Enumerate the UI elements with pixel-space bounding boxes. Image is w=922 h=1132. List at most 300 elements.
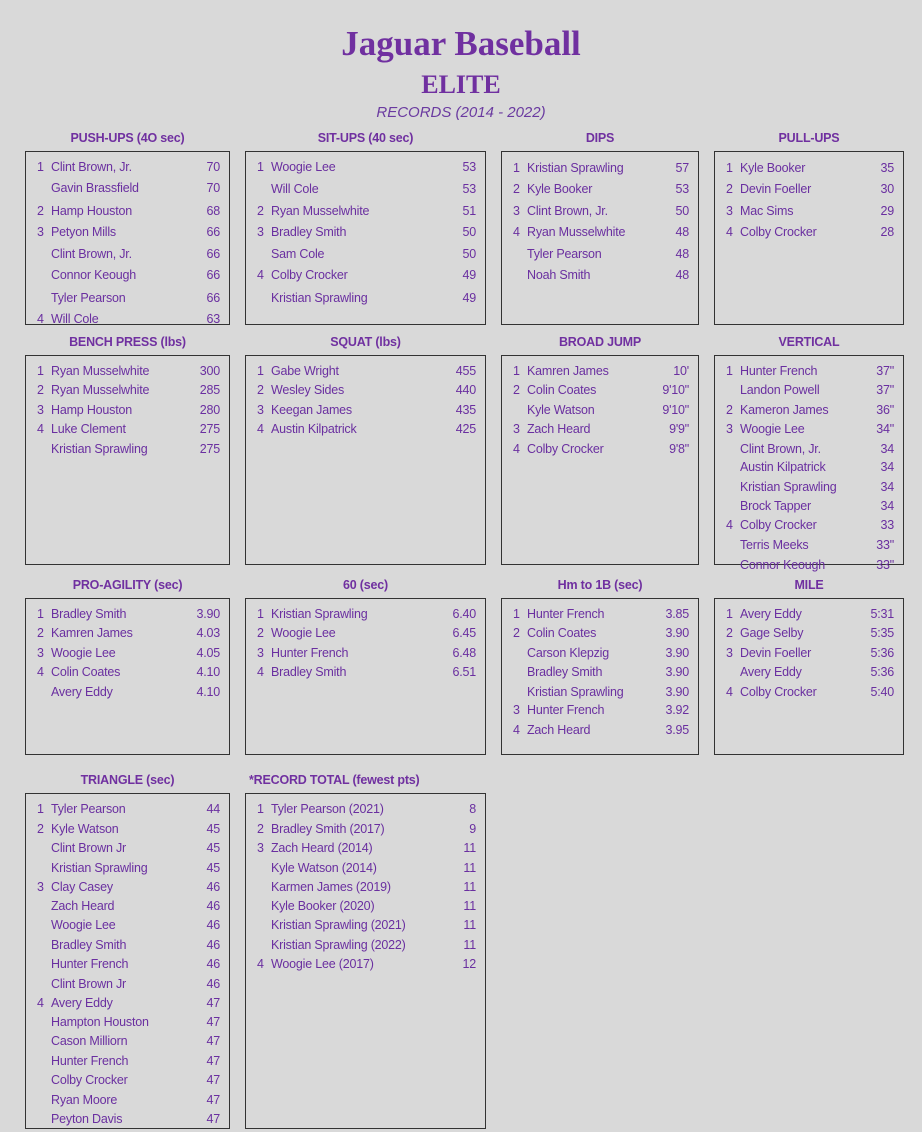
athlete-name: Hamp Houston xyxy=(51,403,132,417)
record-rank: 2 xyxy=(257,383,264,397)
record-rank: 4 xyxy=(513,225,520,239)
athlete-name: Bradley Smith (2017) xyxy=(271,822,385,836)
record-row xyxy=(25,802,230,820)
record-rank: 4 xyxy=(257,665,264,679)
athlete-name: Kyle Watson xyxy=(51,822,119,836)
record-rank: 4 xyxy=(257,957,264,971)
record-rank: 2 xyxy=(726,403,733,417)
athlete-name: Clint Brown, Jr. xyxy=(740,442,821,456)
record-row xyxy=(714,460,904,478)
athlete-name: Cason Milliorn xyxy=(51,1034,128,1048)
record-row xyxy=(245,646,486,664)
record-row xyxy=(25,1112,230,1130)
athlete-name: Hunter French xyxy=(51,957,129,971)
record-row xyxy=(25,918,230,936)
record-row xyxy=(501,723,699,741)
athlete-name: Devin Foeller xyxy=(740,646,812,660)
athlete-name: Connor Keough xyxy=(51,268,136,282)
record-value: 36" xyxy=(876,403,894,417)
page-title: Jaguar Baseball xyxy=(341,24,581,63)
record-rank: 1 xyxy=(513,364,520,378)
record-row xyxy=(501,403,699,421)
record-rank: 3 xyxy=(257,403,264,417)
record-row xyxy=(25,247,230,265)
athlete-name: Carson Klepzig xyxy=(527,646,609,660)
record-value: 5:35 xyxy=(870,626,894,640)
record-value: 9'8" xyxy=(669,442,689,456)
record-row xyxy=(245,841,486,859)
record-row xyxy=(714,499,904,517)
record-value: 47 xyxy=(206,1093,220,1107)
athlete-name: Bradley Smith xyxy=(51,938,127,952)
record-row xyxy=(714,685,904,703)
record-section xyxy=(25,773,230,1129)
athlete-name: Kyle Booker xyxy=(527,182,593,196)
record-rank: 3 xyxy=(37,225,44,239)
record-rank: 1 xyxy=(37,607,44,621)
athlete-name: Clint Brown, Jr. xyxy=(527,204,608,218)
athlete-name: Avery Eddy xyxy=(740,665,802,679)
record-value: 11 xyxy=(463,880,476,894)
record-value: 45 xyxy=(206,841,220,855)
record-row xyxy=(245,822,486,840)
record-value: 46 xyxy=(206,957,220,971)
record-row xyxy=(245,880,486,898)
athlete-name: Wesley Sides xyxy=(271,383,345,397)
athlete-name: Colby Crocker xyxy=(527,442,604,456)
record-value: 29 xyxy=(880,204,894,218)
record-value: 35 xyxy=(880,161,894,175)
record-value: 9 xyxy=(469,822,476,836)
athlete-name: Hunter French xyxy=(527,607,605,621)
record-rank: 1 xyxy=(37,160,44,174)
record-row xyxy=(501,182,699,200)
record-value: 49 xyxy=(462,268,476,282)
record-value: 51 xyxy=(462,204,476,218)
record-value: 50 xyxy=(462,225,476,239)
athlete-name: Tyler Pearson xyxy=(51,802,126,816)
athlete-name: Kristian Sprawling (2022) xyxy=(271,938,406,952)
record-row xyxy=(245,802,486,820)
athlete-name: Hunter French xyxy=(527,703,605,717)
record-rank: 3 xyxy=(37,646,44,660)
section-title: Hm to 1B (sec) xyxy=(557,578,643,592)
athlete-name: Hunter French xyxy=(51,1054,129,1068)
record-value: 275 xyxy=(199,442,220,456)
record-value: 47 xyxy=(206,1015,220,1029)
section-title: BROAD JUMP xyxy=(558,335,642,349)
athlete-name: Colby Crocker xyxy=(740,685,817,699)
record-rank: 2 xyxy=(513,383,520,397)
record-row xyxy=(714,626,904,644)
athlete-name: Hunter French xyxy=(271,646,349,660)
record-section xyxy=(714,578,904,755)
record-value: 3.95 xyxy=(665,723,689,737)
record-value: 30 xyxy=(880,182,894,196)
record-value: 6.45 xyxy=(452,626,476,640)
athlete-name: Woogie Lee xyxy=(51,918,116,932)
athlete-name: Connor Keough xyxy=(740,558,825,572)
record-value: 47 xyxy=(206,1073,220,1087)
record-rank: 4 xyxy=(513,442,520,456)
athlete-name: Colby Crocker xyxy=(51,1073,128,1087)
record-row xyxy=(245,225,486,243)
record-rank: 2 xyxy=(37,822,44,836)
record-value: 53 xyxy=(675,182,689,196)
record-value: 6.40 xyxy=(452,607,476,621)
record-row xyxy=(25,822,230,840)
athlete-name: Kristian Sprawling xyxy=(271,291,368,305)
athlete-name: Kristian Sprawling xyxy=(51,442,148,456)
athlete-name: Colin Coates xyxy=(51,665,121,679)
record-row xyxy=(501,626,699,644)
record-rank: 4 xyxy=(726,225,733,239)
record-row xyxy=(714,364,904,382)
record-value: 9'10" xyxy=(662,403,689,417)
record-value: 46 xyxy=(206,880,220,894)
record-row xyxy=(714,403,904,421)
record-rank: 1 xyxy=(257,160,264,174)
record-row xyxy=(25,646,230,664)
athlete-name: Will Cole xyxy=(271,182,319,196)
record-rank: 2 xyxy=(726,626,733,640)
athlete-name: Woogie Lee xyxy=(51,646,116,660)
athlete-name: Bradley Smith xyxy=(51,607,127,621)
athlete-name: Kristian Sprawling xyxy=(51,861,148,875)
record-value: 3.90 xyxy=(665,626,689,640)
athlete-name: Gavin Brassfield xyxy=(51,181,139,195)
record-row xyxy=(245,247,486,265)
record-row xyxy=(714,442,904,460)
record-value: 46 xyxy=(206,899,220,913)
record-row xyxy=(25,204,230,222)
record-row xyxy=(25,861,230,879)
record-row xyxy=(245,938,486,956)
record-value: 34 xyxy=(880,499,894,513)
athlete-name: Gage Selby xyxy=(740,626,804,640)
record-row xyxy=(714,383,904,401)
record-section xyxy=(245,578,486,755)
athlete-name: Zach Heard xyxy=(51,899,115,913)
record-value: 440 xyxy=(455,383,476,397)
record-rank: 3 xyxy=(37,403,44,417)
section-title: SQUAT (lbs) xyxy=(330,335,401,349)
record-value: 34 xyxy=(880,460,894,474)
record-section xyxy=(25,335,230,565)
record-value: 34" xyxy=(876,422,894,436)
record-row xyxy=(245,403,486,421)
record-row xyxy=(25,181,230,199)
record-rank: 4 xyxy=(37,665,44,679)
record-row xyxy=(25,403,230,421)
section-title: VERTICAL xyxy=(778,335,840,349)
record-row xyxy=(714,182,904,200)
athlete-name: Zach Heard xyxy=(527,723,591,737)
athlete-name: Kristian Sprawling (2021) xyxy=(271,918,406,932)
record-value: 34 xyxy=(880,442,894,456)
athlete-name: Hamp Houston xyxy=(51,204,132,218)
record-value: 46 xyxy=(206,918,220,932)
record-rank: 2 xyxy=(37,383,44,397)
record-value: 6.48 xyxy=(452,646,476,660)
record-rank: 1 xyxy=(37,364,44,378)
record-row xyxy=(245,626,486,644)
record-row xyxy=(25,1015,230,1033)
athlete-name: Woogie Lee xyxy=(271,626,336,640)
record-value: 3.90 xyxy=(665,646,689,660)
page-subtitle: ELITE xyxy=(421,70,501,99)
record-row xyxy=(245,861,486,879)
athlete-name: Clint Brown Jr xyxy=(51,977,126,991)
record-section xyxy=(245,335,486,565)
record-row xyxy=(245,918,486,936)
record-row xyxy=(501,161,699,179)
record-value: 425 xyxy=(455,422,476,436)
record-row xyxy=(714,558,904,576)
record-row xyxy=(25,841,230,859)
record-rank: 3 xyxy=(726,646,733,660)
record-rank: 2 xyxy=(37,626,44,640)
record-value: 10' xyxy=(673,364,689,378)
record-row xyxy=(501,225,699,243)
record-value: 11 xyxy=(463,918,476,932)
record-row xyxy=(501,364,699,382)
athlete-name: Petyon Mills xyxy=(51,225,116,239)
record-row xyxy=(714,480,904,498)
record-value: 5:31 xyxy=(870,607,894,621)
record-section xyxy=(245,131,486,325)
record-row xyxy=(245,268,486,286)
record-row xyxy=(714,646,904,664)
record-value: 47 xyxy=(206,1112,220,1126)
record-row xyxy=(245,291,486,309)
section-title: MILE xyxy=(794,578,824,592)
athlete-name: Ryan Musselwhite xyxy=(51,383,150,397)
record-row xyxy=(714,607,904,625)
record-row xyxy=(501,442,699,460)
record-rank: 4 xyxy=(726,685,733,699)
record-value: 68 xyxy=(206,204,220,218)
athlete-name: Clint Brown Jr xyxy=(51,841,126,855)
record-row xyxy=(501,607,699,625)
record-row xyxy=(245,422,486,440)
record-section xyxy=(501,578,699,755)
record-value: 46 xyxy=(206,977,220,991)
record-value: 33" xyxy=(876,538,894,552)
record-value: 37" xyxy=(876,383,894,397)
record-rank: 3 xyxy=(257,225,264,239)
record-row xyxy=(25,607,230,625)
record-row xyxy=(25,422,230,440)
athlete-name: Kristian Sprawling xyxy=(271,607,368,621)
record-rank: 3 xyxy=(37,880,44,894)
record-value: 12 xyxy=(462,957,476,971)
record-row xyxy=(714,422,904,440)
athlete-name: Kyle Watson xyxy=(527,403,595,417)
athlete-name: Sam Cole xyxy=(271,247,325,261)
record-value: 53 xyxy=(462,160,476,174)
record-row xyxy=(25,626,230,644)
record-row xyxy=(25,880,230,898)
record-row xyxy=(501,703,699,721)
record-value: 3.90 xyxy=(665,685,689,699)
athlete-name: Terris Meeks xyxy=(740,538,809,552)
record-value: 48 xyxy=(675,247,689,261)
record-row xyxy=(245,204,486,222)
record-value: 47 xyxy=(206,1034,220,1048)
record-value: 3.90 xyxy=(196,607,220,621)
athlete-name: Kyle Booker (2020) xyxy=(271,899,375,913)
athlete-name: Kristian Sprawling xyxy=(740,480,837,494)
record-row xyxy=(501,422,699,440)
section-title: TRIANGLE (sec) xyxy=(80,773,175,787)
record-value: 6.51 xyxy=(452,665,476,679)
record-rank: 3 xyxy=(513,204,520,218)
record-value: 37" xyxy=(876,364,894,378)
record-value: 28 xyxy=(880,225,894,239)
record-row xyxy=(501,204,699,222)
record-row xyxy=(25,291,230,309)
athlete-name: Bradley Smith xyxy=(271,665,347,679)
record-rank: 1 xyxy=(257,802,264,816)
athlete-name: Brock Tapper xyxy=(740,499,812,513)
athlete-name: Kyle Booker xyxy=(740,161,806,175)
record-value: 47 xyxy=(206,996,220,1010)
record-value: 4.05 xyxy=(196,646,220,660)
record-row xyxy=(245,182,486,200)
record-rank: 1 xyxy=(726,607,733,621)
athlete-name: Noah Smith xyxy=(527,268,591,282)
record-row xyxy=(25,1054,230,1072)
record-row xyxy=(25,1034,230,1052)
athlete-name: Luke Clement xyxy=(51,422,126,436)
athlete-name: Avery Eddy xyxy=(51,685,113,699)
record-rank: 4 xyxy=(257,268,264,282)
record-row xyxy=(25,938,230,956)
record-value: 45 xyxy=(206,822,220,836)
record-row xyxy=(25,977,230,995)
athlete-name: Woogie Lee xyxy=(271,160,336,174)
athlete-name: Kamren James xyxy=(51,626,133,640)
record-row xyxy=(25,225,230,243)
record-value: 50 xyxy=(462,247,476,261)
record-value: 33 xyxy=(880,518,894,532)
athlete-name: Ryan Musselwhite xyxy=(51,364,150,378)
record-row xyxy=(25,957,230,975)
athlete-name: Kameron James xyxy=(740,403,829,417)
record-value: 3.90 xyxy=(665,665,689,679)
record-value: 435 xyxy=(455,403,476,417)
section-title: SIT-UPS (40 sec) xyxy=(317,131,414,145)
record-value: 11 xyxy=(463,899,476,913)
record-row xyxy=(25,160,230,178)
record-value: 46 xyxy=(206,938,220,952)
record-value: 4.10 xyxy=(196,665,220,679)
record-section xyxy=(25,131,230,326)
section-title: DIPS xyxy=(585,131,615,145)
record-value: 34 xyxy=(880,480,894,494)
record-row xyxy=(501,383,699,401)
record-value: 455 xyxy=(455,364,476,378)
record-row xyxy=(245,364,486,382)
athlete-name: Colin Coates xyxy=(527,626,597,640)
section-title: PUSH-UPS (4O sec) xyxy=(70,131,185,145)
record-section xyxy=(714,131,904,325)
record-rank: 2 xyxy=(726,182,733,196)
record-row xyxy=(25,364,230,382)
record-row xyxy=(245,665,486,683)
record-row xyxy=(501,685,699,703)
record-value: 66 xyxy=(206,291,220,305)
athlete-name: Avery Eddy xyxy=(740,607,802,621)
athlete-name: Kyle Watson (2014) xyxy=(271,861,377,875)
record-rank: 1 xyxy=(257,364,264,378)
record-value: 4.03 xyxy=(196,626,220,640)
record-row xyxy=(245,899,486,917)
record-rank: 4 xyxy=(37,996,44,1010)
record-value: 5:36 xyxy=(870,665,894,679)
record-value: 66 xyxy=(206,247,220,261)
record-rank: 3 xyxy=(257,841,264,855)
record-value: 63 xyxy=(206,312,220,326)
record-value: 8 xyxy=(469,802,476,816)
record-rank: 1 xyxy=(726,161,733,175)
section-title: BENCH PRESS (lbs) xyxy=(69,335,186,349)
athlete-name: Kristian Sprawling xyxy=(527,161,624,175)
athlete-name: Colin Coates xyxy=(527,383,597,397)
record-rank: 2 xyxy=(257,626,264,640)
athlete-name: Karmen James (2019) xyxy=(271,880,391,894)
record-value: 44 xyxy=(206,802,220,816)
record-value: 53 xyxy=(462,182,476,196)
record-rank: 1 xyxy=(37,802,44,816)
record-value: 70 xyxy=(206,160,220,174)
record-section xyxy=(245,773,486,1129)
record-value: 11 xyxy=(463,861,476,875)
record-value: 9'10" xyxy=(662,383,689,397)
record-value: 275 xyxy=(199,422,220,436)
section-title: PRO-AGILITY (sec) xyxy=(72,578,183,592)
record-section xyxy=(714,335,904,572)
record-value: 4.10 xyxy=(196,685,220,699)
record-value: 47 xyxy=(206,1054,220,1068)
record-rank: 4 xyxy=(257,422,264,436)
athlete-name: Clay Casey xyxy=(51,880,113,894)
athlete-name: Zach Heard xyxy=(527,422,591,436)
athlete-name: Zach Heard (2014) xyxy=(271,841,373,855)
athlete-name: Colby Crocker xyxy=(271,268,348,282)
record-row xyxy=(501,268,699,286)
record-value: 285 xyxy=(199,383,220,397)
athlete-name: Ryan Musselwhite xyxy=(271,204,370,218)
athlete-name: Kristian Sprawling xyxy=(527,685,624,699)
athlete-name: Gabe Wright xyxy=(271,364,339,378)
record-rank: 2 xyxy=(257,822,264,836)
record-row xyxy=(714,204,904,222)
record-rank: 3 xyxy=(257,646,264,660)
record-row xyxy=(245,957,486,975)
record-row xyxy=(501,247,699,265)
record-rank: 1 xyxy=(513,161,520,175)
athlete-name: Colby Crocker xyxy=(740,225,817,239)
record-rank: 4 xyxy=(513,723,520,737)
athlete-name: Hunter French xyxy=(740,364,818,378)
record-row xyxy=(25,899,230,917)
record-rank: 3 xyxy=(513,422,520,436)
record-row xyxy=(245,607,486,625)
athlete-name: Ryan Musselwhite xyxy=(527,225,626,239)
athlete-name: Mac Sims xyxy=(740,204,794,218)
